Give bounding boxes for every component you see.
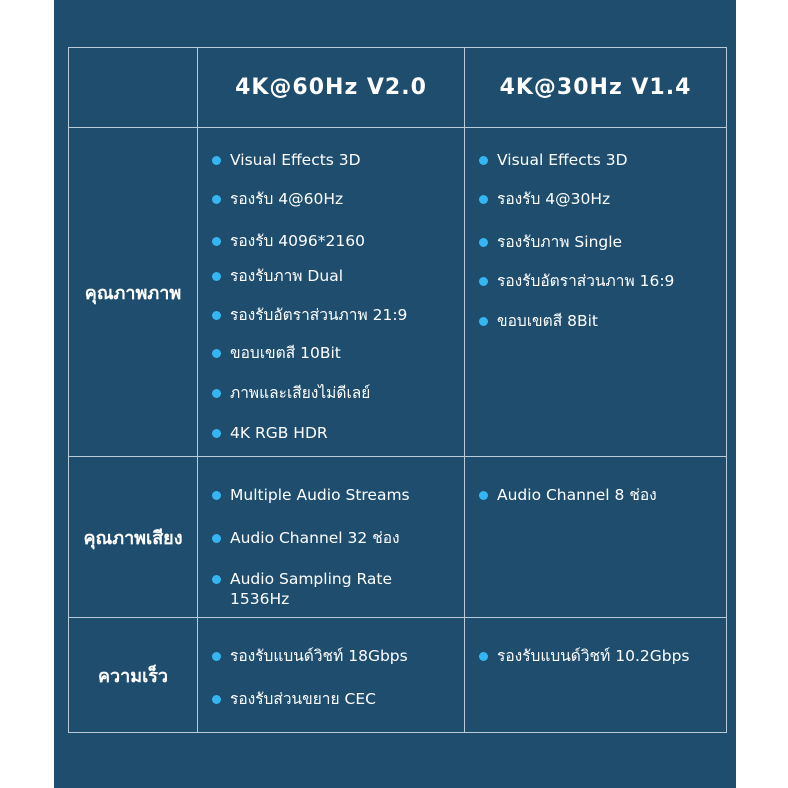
feature-item: Visual Effects 3D bbox=[212, 150, 458, 170]
feature-item: ขอบเขตสี 10Bit bbox=[212, 343, 458, 363]
cell-v14-audio bbox=[465, 457, 727, 618]
feature-item: Multiple Audio Streams bbox=[212, 485, 458, 505]
feature-item: รองรับภาพ Dual bbox=[212, 266, 458, 286]
header-hdmi-1-4: 4K@30Hz V1.4 bbox=[465, 48, 727, 128]
bullet-icon bbox=[212, 652, 221, 661]
header-empty-cell bbox=[69, 48, 198, 128]
bullet-icon bbox=[479, 652, 488, 661]
feature-item: รองรับอัตราส่วนภาพ 21:9 bbox=[212, 305, 458, 325]
table-row-audio-quality bbox=[69, 457, 727, 618]
bullet-icon bbox=[479, 491, 488, 500]
bullet-icon bbox=[212, 311, 221, 320]
feature-item: รองรับแบนด์วิชท์ 10.2Gbps bbox=[479, 646, 720, 666]
bullet-icon bbox=[212, 156, 221, 165]
bullet-icon bbox=[212, 237, 221, 246]
feature-item: 4K RGB HDR bbox=[212, 423, 458, 443]
category-audio-quality: คุณภาพเสียง bbox=[69, 457, 198, 618]
bullet-icon bbox=[479, 156, 488, 165]
feature-item: รองรับแบนด์วิชท์ 18Gbps bbox=[212, 646, 458, 666]
cell-v14-image bbox=[465, 128, 727, 457]
feature-item: ขอบเขตสี 8Bit bbox=[479, 311, 720, 331]
bullet-icon bbox=[212, 272, 221, 281]
bullet-icon bbox=[212, 349, 221, 358]
feature-item: รองรับ 4@60Hz bbox=[212, 189, 458, 209]
category-speed: ความเร็ว bbox=[69, 618, 198, 733]
bullet-icon bbox=[212, 491, 221, 500]
cell-v20-speed bbox=[198, 618, 465, 733]
bullet-icon bbox=[479, 238, 488, 247]
feature-item: รองรับ 4096*2160 bbox=[212, 231, 458, 251]
table-row-image-quality bbox=[69, 128, 727, 457]
bullet-icon bbox=[212, 389, 221, 398]
category-image-quality: คุณภาพภาพ bbox=[69, 128, 198, 457]
header-row bbox=[69, 48, 727, 128]
bullet-icon bbox=[479, 195, 488, 204]
bullet-icon bbox=[212, 575, 221, 584]
cell-v14-speed bbox=[465, 618, 727, 733]
bullet-icon bbox=[479, 317, 488, 326]
feature-item: รองรับภาพ Single bbox=[479, 232, 720, 252]
comparison-table bbox=[68, 47, 727, 733]
feature-item: รองรับส่วนขยาย CEC bbox=[212, 689, 458, 709]
feature-item: รองรับ 4@30Hz bbox=[479, 189, 720, 209]
header-hdmi-2-0: 4K@60Hz V2.0 bbox=[198, 48, 465, 128]
bullet-icon bbox=[212, 695, 221, 704]
cell-v20-image bbox=[198, 128, 465, 457]
feature-item: รองรับอัตราส่วนภาพ 16:9 bbox=[479, 271, 720, 291]
feature-item: Audio Channel 8 ช่อง bbox=[479, 485, 720, 505]
bullet-icon bbox=[212, 429, 221, 438]
bullet-icon bbox=[212, 195, 221, 204]
feature-item: Visual Effects 3D bbox=[479, 150, 720, 170]
table-row-speed bbox=[69, 618, 727, 733]
feature-item: Audio Channel 32 ช่อง bbox=[212, 528, 458, 548]
feature-item: ภาพและเสียงไม่ดีเลย์ bbox=[212, 383, 458, 403]
cell-v20-audio bbox=[198, 457, 465, 618]
feature-item: Audio Sampling Rate 1536Hz bbox=[212, 569, 420, 609]
bullet-icon bbox=[479, 277, 488, 286]
bullet-icon bbox=[212, 534, 221, 543]
